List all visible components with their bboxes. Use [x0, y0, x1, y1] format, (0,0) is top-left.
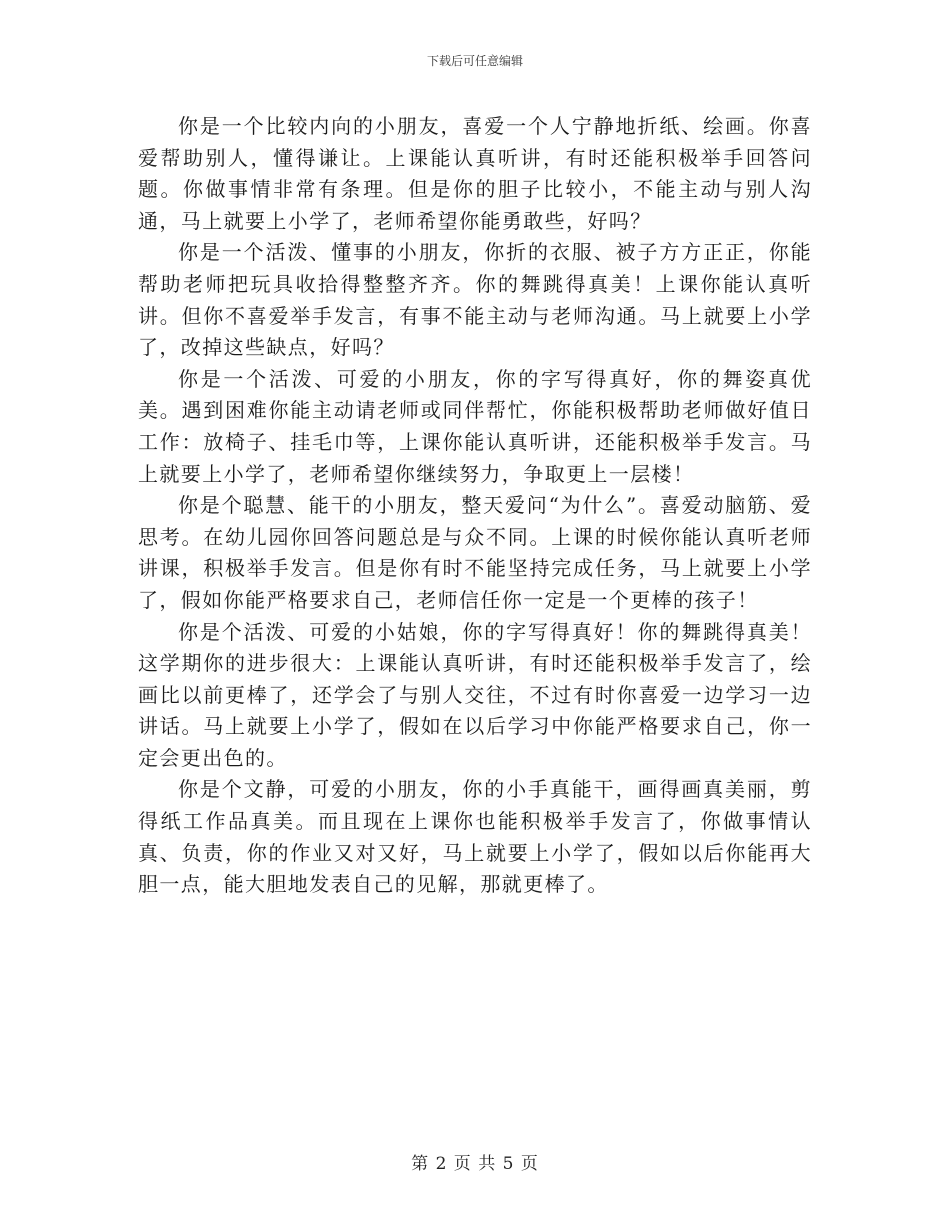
paragraph-4: 你是个聪慧、能干的小朋友，整天爱问“为什么”。喜爱动脑筋、爱思考。在幼儿园你回答问题总是与众不同。上课的时候你能认真听老师讲课，积极举手发言。但是你有时不能坚持完成任务，马上就要上小学了，假如你能严格要求自己，老师信任你一定是一个更棒的孩子！ [138, 493, 812, 612]
paragraph-2: 你是一个活泼、懂事的小朋友，你折的衣服、被子方方正正，你能帮助老师把玩具收拾得整整齐齐。你的舞跳得真美！上课你能认真听讲。但你不喜爱举手发言，有事不能主动与老师沟通。马上就要上小学了，改掉这些缺点，好吗？ [138, 240, 812, 360]
paragraph-6: 你是个文静，可爱的小朋友，你的小手真能干，画得画真美丽，剪得纸工作品真美。而且现在上课你也能积极举手发言了，你做事情认真、负责，你的作业又对又好，马上就要上小学了，假如以后你能再大胆一点，能大胆地发表自己的见解，那就更棒了。 [138, 777, 812, 897]
document-body [138, 111, 812, 901]
paragraph-3: 你是一个活泼、可爱的小朋友，你的字写得真好，你的舞姿真优美。遇到困难你能主动请老师或同伴帮忙，你能积极帮助老师做好值日工作：放椅子、挂毛巾等，上课你能认真听讲，还能积极举手发言。马上就要上小学了，老师希望你继续努力，争取更上一层楼！ [138, 366, 812, 486]
page-header: 下载后可任意编辑 [426, 54, 523, 68]
page-number-footer: 第 2 页 共 5 页 [411, 1154, 539, 1174]
paragraph-5: 你是个活泼、可爱的小姑娘，你的字写得真好！你的舞跳得真美！这学期你的进步很大：上课能认真听讲，有时还能积极举手发言了，绘画比以前更棒了，还学会了与别人交往，不过有时你喜爱一边学习一边讲话。马上就要上小学了，假如在以后学习中你能严格要求自己，你一定会更出色的。 [138, 619, 812, 770]
paragraph-1: 你是一个比较内向的小朋友，喜爱一个人宁静地折纸、绘画。你喜爱帮助别人，懂得谦让。上课能认真听讲，有时还能积极举手回答问题。你做事情非常有条理。但是你的胆子比较小，不能主动与别人沟通，马上就要上小学了，老师希望你能勇敢些，好吗？ [138, 114, 812, 233]
